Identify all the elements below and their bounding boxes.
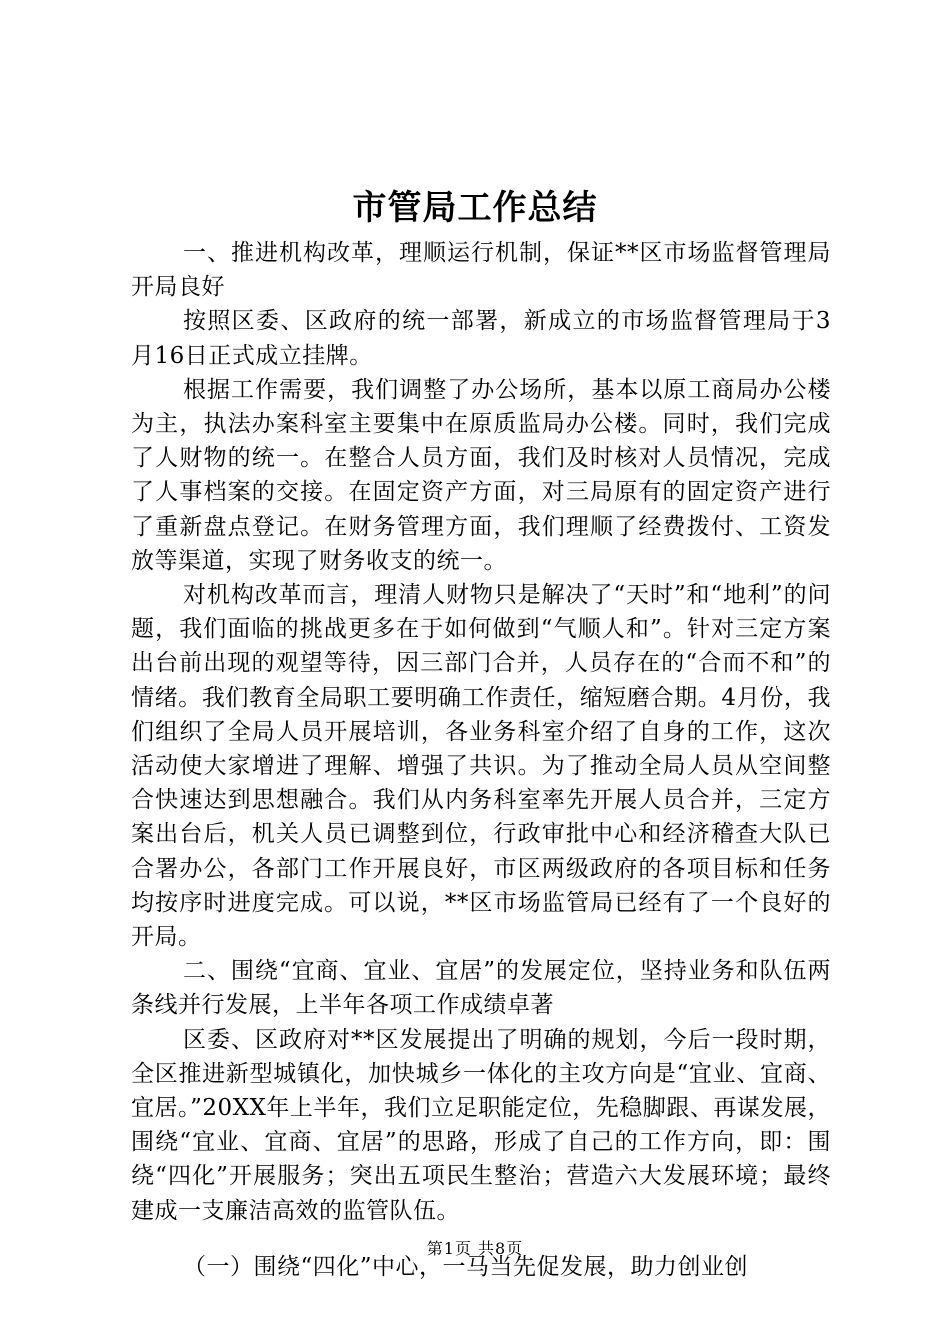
body-paragraph: 按照区委、区政府的统一部署，新成立的市场监督管理局于3月16日正式成立挂牌。 [131, 308, 831, 369]
body-paragraph: 根据工作需要，我们调整了办公场所，基本以原工商局办公楼为主，执法办案科室主要集中在原质监局办公楼。同时，我们完成了人财物的统一。在整合人员方面，我们及时核对人员情况，完成了人事档案的交接。在固定资产方面，对三局原有的固定资产进行了重新盘点登记。在财务管理方面，我们理顺了经费拨付、工资发放等渠道，实现了财务收支的统一。 [131, 376, 831, 574]
section-heading-2: 二、围绕“宜商、宜业、宜居”的发展定位，坚持业务和队伍两条线并行发展，上半年各项工作成绩卓著 [131, 958, 831, 1019]
document-title: 市管局工作总结 [352, 188, 598, 228]
page-number: 第1页 共8页 [426, 1239, 524, 1258]
body-paragraph: 对机构改革而言，理清人财物只是解决了“天时”和“地利”的问题，我们面临的挑战更多在于如何做到“气顺人和”。针对三定方案出台前出现的观望等待，因三部门合并，人员存在的“合而不和”的情绪。我们教育全局职工要明确工作责任，缩短磨合期。4月份，我们组织了全局人员开展培训，各业务科室介绍了自身的工作，这次活动使大家增进了理解、增强了共识。为了推动全局人员从空间整合快速达到思想融合。我们从内务科室率先开展人员合并，三定方案出台后，机关人员已调整到位，行政审批中心和经济稽查大队已合署办公，各部门工作开展良好，市区两级政府的各项目标和任务均按序时进度完成。可以说，**区市场监管局已经有了一个良好的开局。 [131, 582, 831, 951]
body-paragraph: 区委、区政府对**区发展提出了明确的规划，今后一段时期，全区推进新型城镇化，加快城乡一体化的主攻方向是“宜业、宜商、宜居。”20XX年上半年，我们立足职能定位，先稳脚跟、再谋发展，围绕“宜业、宜商、宜居”的思路，形成了自己的工作方向，即：围绕“四化”开展服务；突出五项民生整治；营造六大发展环境；最终建成一支廉洁高效的监管队伍。 [131, 1026, 831, 1224]
section-heading-1: 一、推进机构改革，理顺运行机制，保证**区市场监督管理局开局良好 [131, 240, 831, 301]
subsection-heading: （一）围绕“四化”中心，一马当先促发展，助力创业创 [183, 1253, 749, 1280]
document-body [131, 236, 831, 1284]
